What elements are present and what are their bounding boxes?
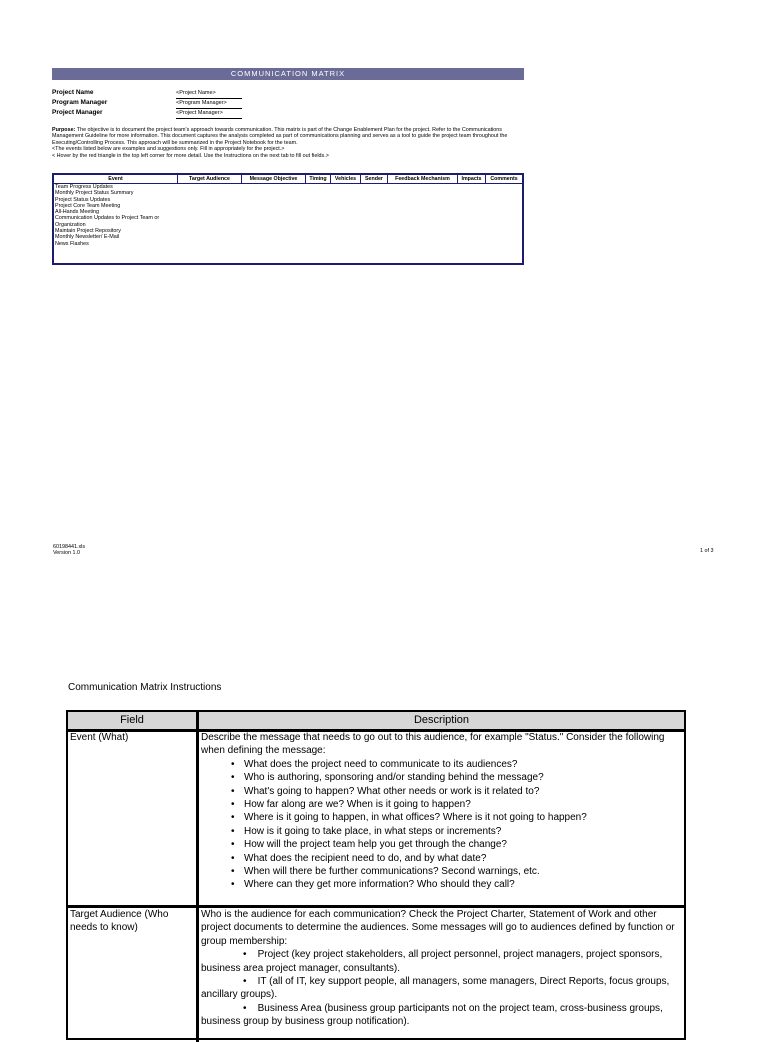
bullet-item: • How far along are we? When is it going to happen? xyxy=(201,798,681,811)
event-description xyxy=(201,731,681,892)
col-message-objective: Message Objective xyxy=(242,175,306,183)
bullet-item: • When will there be further communications? Second warnings, etc. xyxy=(201,865,681,878)
purpose-label: Purpose: xyxy=(52,127,76,133)
info-label: Project Manager xyxy=(52,109,103,116)
event-row[interactable]: Team Progress Updates xyxy=(55,184,113,190)
audience-item-text: IT (all of IT, key support people, all managers, some managers, Direct Reports, focus groups, ancillary groups). xyxy=(201,976,670,1001)
audience-item-text: Project (key project stakeholders, all project personnel, project managers, project sponsors, business area project manager, consultants). xyxy=(201,949,663,974)
matrix-header-row xyxy=(54,175,522,184)
program-manager-field[interactable]: <Program Manager> xyxy=(176,98,242,109)
bullet-item: • What does the recipient need to do, and by what date? xyxy=(201,852,681,865)
col-timing: Timing xyxy=(306,175,331,183)
bullet-item: • Where can they get more information? Who should they call? xyxy=(201,878,681,891)
instructions-table xyxy=(66,710,686,1040)
bullet-item: • Where is it going to happen, in what offices? Where is it not going to happen? xyxy=(201,811,681,824)
event-row[interactable]: Communication Updates to Project Team or Organization xyxy=(55,215,160,228)
field-event: Event (What) xyxy=(70,732,129,743)
bullet-item: • Who is authoring, sponsoring and/or standing behind the message? xyxy=(201,771,681,784)
communication-matrix-table xyxy=(52,173,524,265)
audience-item xyxy=(201,975,681,1002)
event-row[interactable]: Project Status Updates xyxy=(55,196,111,203)
note-hover: < Hover by the red triangle in the top left corner for more detail. Use the Instructions on the next tab to fill out fields.> xyxy=(52,152,329,159)
bullet-icon: • xyxy=(243,949,258,961)
footer-filename: 60198441.xls xyxy=(53,544,86,550)
event-row[interactable]: Monthly Newsletter/ E-Mail xyxy=(55,234,120,241)
bullet-icon: • xyxy=(243,1002,258,1014)
audience-item xyxy=(201,948,681,975)
col-event: Event xyxy=(54,175,178,183)
event-row[interactable]: News Flashes xyxy=(55,240,89,247)
page-number: 1 of 3 xyxy=(700,548,714,554)
matrix-title: COMMUNICATION MATRIX xyxy=(52,68,524,80)
event-row[interactable]: Monthly Project Status Summary xyxy=(55,190,134,197)
instructions-title: Communication Matrix Instructions xyxy=(68,682,222,693)
purpose-text xyxy=(52,127,524,159)
col-feedback-mechanism: Feedback Mechanism xyxy=(388,175,458,183)
audience-item xyxy=(201,1002,681,1029)
event-row[interactable]: Maintain Project Repository xyxy=(55,228,121,235)
column-divider xyxy=(196,712,199,1042)
col-target-audience: Target Audience xyxy=(178,175,242,183)
info-label: Project Name xyxy=(52,89,94,96)
header-field: Field xyxy=(120,714,144,726)
footer-version: Version 1.0 xyxy=(53,550,80,557)
audience-intro: Who is the audience for each communication? Check the Project Charter, Statement of Work and other project documents to determine the audiences. Some messages will go to audiences defined by function or group membership: xyxy=(201,909,675,947)
instructions-header-row xyxy=(68,712,684,732)
field-target-audience: Target Audience (Who needs to know) xyxy=(70,909,169,934)
event-intro: Describe the message that needs to go out to this audience, for example "Status." Consider the following when defining the message: xyxy=(201,732,665,757)
bullet-item: • How is it going to take place, in what steps or increments? xyxy=(201,825,681,838)
note-events: <The events listed below are examples and suggestions only. Fill in appropriately for the project.> xyxy=(52,146,285,153)
col-impacts: Impacts xyxy=(458,175,486,183)
header-description: Description xyxy=(413,714,470,726)
audience-item-text: Business Area (business group participants not on the project team, cross-business groups, business group by business group notification). xyxy=(201,1002,663,1028)
event-list xyxy=(54,184,522,247)
project-manager-field[interactable]: <Project Manager> xyxy=(176,108,242,119)
bullet-item: • What does the project need to communicate to its audiences? xyxy=(201,758,681,771)
bullet-item: • How will the project team help you get through the change? xyxy=(201,838,681,851)
project-name-field[interactable]: <Project Name> xyxy=(176,88,242,99)
bullet-icon: • xyxy=(243,976,258,988)
bullet-item: • What's going to happen? What other needs or work is it related to? xyxy=(201,785,681,798)
purpose-body: The objective is to document the project team's approach towards communication. This matrix is part of the Change Enablement Plan for the project. Refer to the Communications Management Guideline for more information. This document captures the analysis completed as part of communications planning and serves as a tool to guide the project team throughout the Executing/Controlling Process. This approach will be summarized in the Project Notebook for the team. xyxy=(52,127,508,146)
event-row[interactable]: Project Core Team Meeting xyxy=(55,202,121,209)
info-label: Program Manager xyxy=(52,99,108,106)
event-row[interactable]: All-Hands Meeting xyxy=(55,209,100,216)
col-sender: Sender xyxy=(361,175,388,183)
target-audience-description xyxy=(201,908,681,1029)
col-vehicles: Vehicles xyxy=(331,175,361,183)
footer-file-info xyxy=(53,544,85,557)
col-comments: Comments xyxy=(490,176,518,182)
